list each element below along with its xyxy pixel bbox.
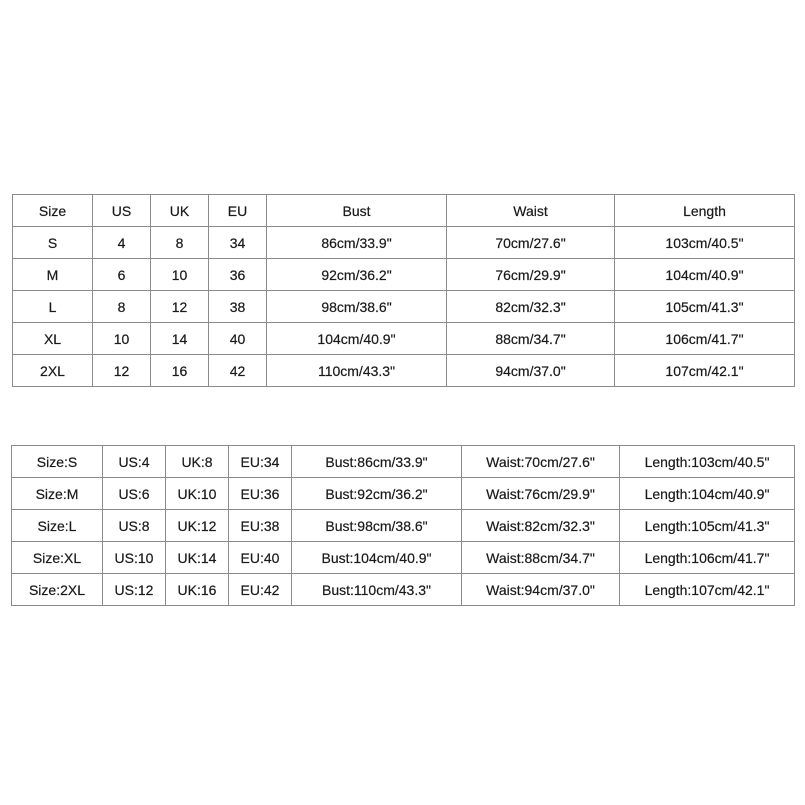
cell-uk: UK:8 [166,446,229,478]
cell-waist: Waist:82cm/32.3" [462,510,620,542]
cell-waist: Waist:76cm/29.9" [462,478,620,510]
cell-length: Length:103cm/40.5" [620,446,795,478]
header-size: Size [13,195,93,227]
cell-us: 12 [93,355,151,387]
table-row [13,323,795,355]
cell-size: M [13,259,93,291]
table-row [13,291,795,323]
cell-us: US:6 [103,478,166,510]
cell-waist: 82cm/32.3" [447,291,615,323]
table-row [12,446,795,478]
table-row [12,510,795,542]
cell-us: US:12 [103,574,166,606]
cell-bust: Bust:86cm/33.9" [292,446,462,478]
cell-waist: Waist:88cm/34.7" [462,542,620,574]
size-chart-table [12,194,795,387]
cell-size: L [13,291,93,323]
cell-uk: UK:14 [166,542,229,574]
cell-eu: 36 [209,259,267,291]
cell-uk: 16 [151,355,209,387]
cell-waist: Waist:94cm/37.0" [462,574,620,606]
cell-uk: 10 [151,259,209,291]
cell-length: 107cm/42.1" [615,355,795,387]
cell-us: 4 [93,227,151,259]
cell-uk: 14 [151,323,209,355]
cell-eu: EU:36 [229,478,292,510]
table-row [13,259,795,291]
cell-bust: 92cm/36.2" [267,259,447,291]
cell-uk: 12 [151,291,209,323]
cell-bust: 98cm/38.6" [267,291,447,323]
cell-length: 106cm/41.7" [615,323,795,355]
cell-size: 2XL [13,355,93,387]
cell-length: 105cm/41.3" [615,291,795,323]
header-uk: UK [151,195,209,227]
cell-bust: Bust:110cm/43.3" [292,574,462,606]
cell-uk: 8 [151,227,209,259]
cell-bust: Bust:92cm/36.2" [292,478,462,510]
header-length: Length [615,195,795,227]
cell-eu: 42 [209,355,267,387]
cell-size: Size:2XL [12,574,103,606]
cell-bust: Bust:104cm/40.9" [292,542,462,574]
cell-eu: EU:34 [229,446,292,478]
header-eu: EU [209,195,267,227]
cell-bust: 104cm/40.9" [267,323,447,355]
cell-eu: EU:38 [229,510,292,542]
cell-waist: 88cm/34.7" [447,323,615,355]
cell-length: Length:105cm/41.3" [620,510,795,542]
cell-length: Length:107cm/42.1" [620,574,795,606]
cell-uk: UK:16 [166,574,229,606]
cell-us: US:8 [103,510,166,542]
header-waist: Waist [447,195,615,227]
cell-size: Size:S [12,446,103,478]
cell-size: Size:M [12,478,103,510]
labeled-size-chart-table [11,445,795,606]
cell-waist: 70cm/27.6" [447,227,615,259]
cell-bust: 86cm/33.9" [267,227,447,259]
cell-us: 10 [93,323,151,355]
cell-eu: 34 [209,227,267,259]
cell-eu: EU:42 [229,574,292,606]
cell-eu: EU:40 [229,542,292,574]
header-us: US [93,195,151,227]
cell-uk: UK:12 [166,510,229,542]
table-header-row [13,195,795,227]
cell-length: 103cm/40.5" [615,227,795,259]
cell-bust: Bust:98cm/38.6" [292,510,462,542]
cell-size: XL [13,323,93,355]
header-bust: Bust [267,195,447,227]
cell-us: US:4 [103,446,166,478]
cell-uk: UK:10 [166,478,229,510]
cell-length: Length:104cm/40.9" [620,478,795,510]
table-row [13,227,795,259]
table-row [12,478,795,510]
cell-bust: 110cm/43.3" [267,355,447,387]
cell-us: 8 [93,291,151,323]
cell-size: S [13,227,93,259]
cell-us: 6 [93,259,151,291]
cell-size: Size:XL [12,542,103,574]
table-row [12,574,795,606]
table-row [13,355,795,387]
cell-size: Size:L [12,510,103,542]
cell-eu: 40 [209,323,267,355]
cell-waist: 94cm/37.0" [447,355,615,387]
cell-us: US:10 [103,542,166,574]
cell-length: 104cm/40.9" [615,259,795,291]
cell-waist: Waist:70cm/27.6" [462,446,620,478]
table-row [12,542,795,574]
cell-length: Length:106cm/41.7" [620,542,795,574]
cell-eu: 38 [209,291,267,323]
cell-waist: 76cm/29.9" [447,259,615,291]
